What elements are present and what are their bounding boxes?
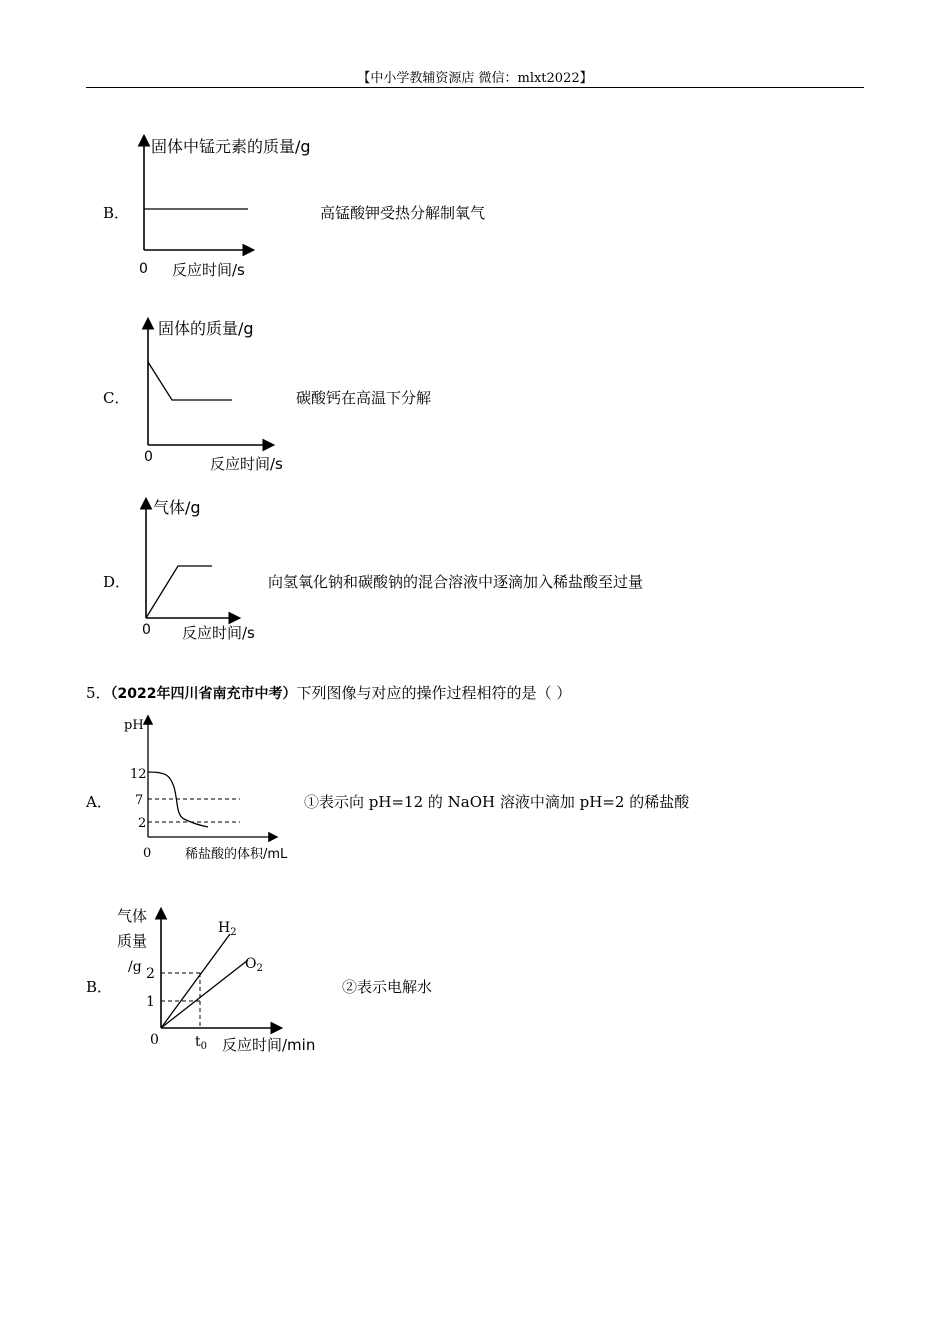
x-axis-label: 反应时间/min [222,1036,316,1054]
x-axis-label: 稀盐酸的体积/mL [185,847,288,862]
y-axis-label-line2: 质量 [117,932,148,950]
origin-label: 0 [139,261,148,277]
h2-series-label: $H_2$ [218,920,237,938]
x-axis-label: 反应时间/s [210,455,283,473]
graph-q5-a [118,705,338,865]
origin-label: 0 [144,449,153,465]
origin-label: 0 [143,846,152,861]
option-b-label: B． [103,204,130,222]
gas-curve [146,566,212,618]
o2-series-label: $O_2$ [245,956,263,974]
t0-label: $t_0$ [195,1034,208,1052]
question-stem: 下列图像与对应的操作过程相符的是（ ） [296,684,572,702]
x-axis-label: 反应时间/s [172,261,245,279]
option-b-description: 高锰酸钾受热分解制氧气 [320,204,486,222]
tick-1: 1 [146,994,155,1010]
y-axis-label-line1: 气体 [117,907,148,925]
graph-q4-d [120,490,380,650]
q5-option-a-label: A． [86,793,112,811]
x-axis-label: 反应时间/s [182,624,255,642]
mass-curve [148,362,232,400]
y-axis-label: 固体的质量/g [158,319,254,338]
q5-option-b-description: ②表示电解水 [342,978,433,996]
origin-label: 0 [142,622,151,638]
h2-line [161,934,230,1028]
option-c-label: C． [103,389,130,407]
header-rule [86,87,864,88]
question-5 [86,682,571,703]
option-d-description: 向氢氧化钠和碳酸钠的混合溶液中逐滴加入稀盐酸至过量 [268,573,644,591]
question-source: （2022年四川省南充市中考） [110,686,297,702]
q5-option-a-description: ①表示向 pH=12 的 NaOH 溶液中滴加 pH=2 的稀盐酸 [304,793,690,811]
option-d-label: D． [103,573,131,591]
y-axis-label: 气体/g [153,498,201,517]
y-axis-label: pH [124,718,144,733]
question-number: 5． [86,684,111,702]
o2-line [161,960,248,1028]
page-header: 【中小学教辅资源店 微信：mlxt2022】 [357,71,593,86]
origin-label: 0 [150,1032,159,1048]
graph-q5-b [112,898,352,1058]
tick-12: 12 [130,767,147,782]
y-axis-label: 固体中锰元素的质量/g [151,137,311,156]
tick-7: 7 [135,793,144,808]
q5-option-b-label: B． [86,978,113,996]
y-axis-label-line3: /g [128,959,142,975]
option-c-description: 碳酸钙在高温下分解 [296,389,432,407]
tick-2: 2 [138,816,147,831]
tick-2: 2 [146,966,155,982]
